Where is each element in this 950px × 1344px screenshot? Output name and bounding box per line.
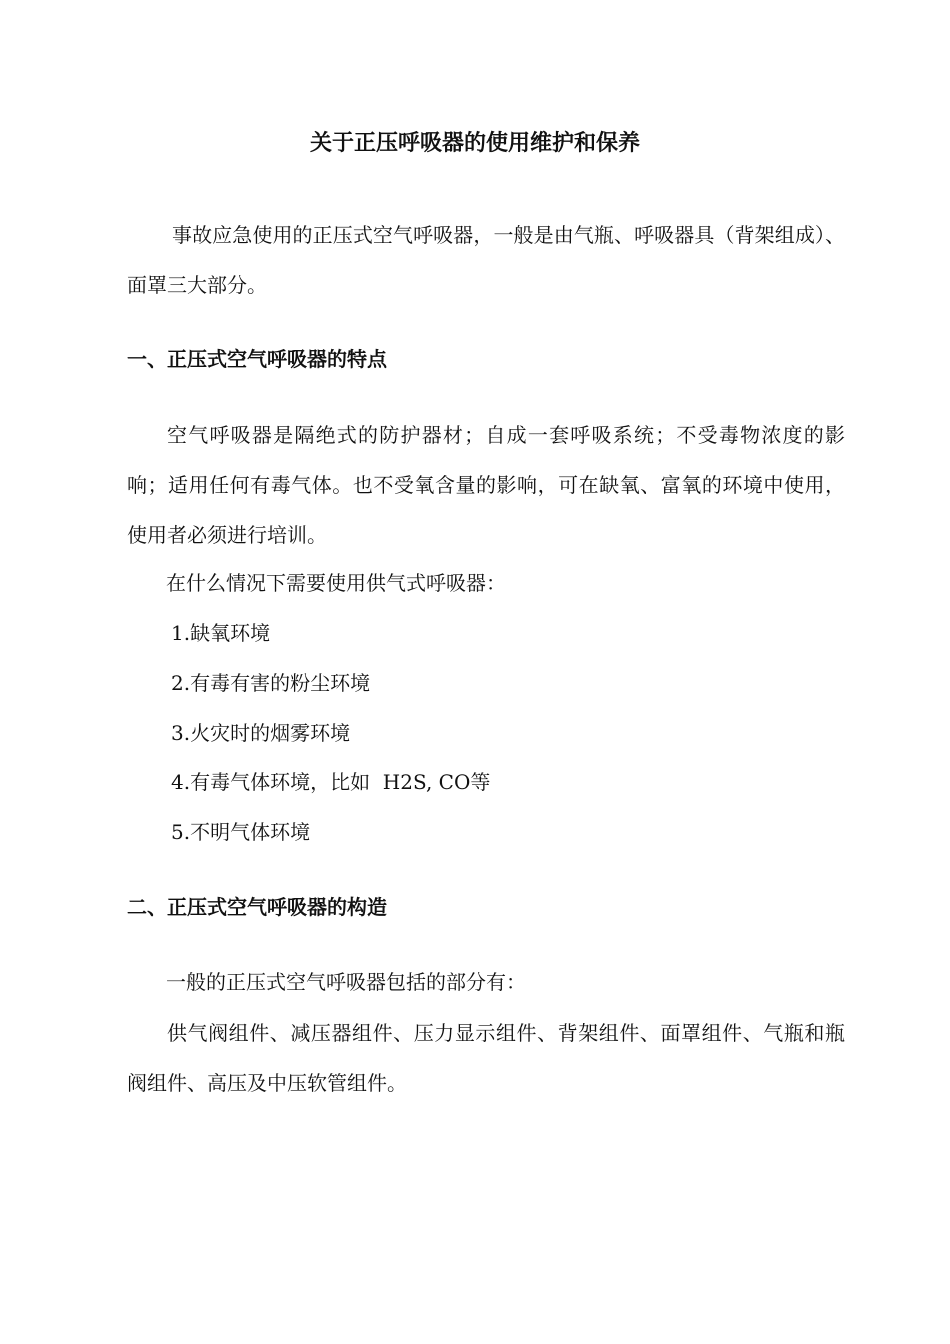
list-item: 5.不明气体环境 (171, 820, 311, 844)
document-title: 关于正压呼吸器的使用维护和保养 (309, 131, 640, 156)
section2-paragraph: 供气阀组件、减压器组件、压力显示组件、背架组件、面罩组件、气瓶和瓶阀组件、高压及中压软管组件。 (127, 1021, 845, 1095)
section2-lead: 一般的正压式空气呼吸器包括的部分有： (166, 970, 526, 994)
section2-heading: 二、正压式空气呼吸器的构造 (127, 895, 387, 919)
intro-paragraph: 事故应急使用的正压式空气呼吸器，一般是由气瓶、呼吸器具（背架组成）、面罩三大部分。 (127, 223, 845, 297)
section1-heading: 一、正压式空气呼吸器的特点 (127, 347, 387, 371)
list-item: 1.缺氧环境 (171, 621, 271, 645)
list-item: 2.有毒有害的粉尘环境 (171, 671, 371, 695)
list-intro: 在什么情况下需要使用供气式呼吸器： (166, 571, 506, 595)
section1-paragraph: 空气呼吸器是隔绝式的防护器材；自成一套呼吸系统；不受毒物浓度的影响；适用任何有毒气体。也不受氧含量的影响，可在缺氧、富氧的环境中使用，使用者必须进行培训。 (127, 423, 845, 547)
list-item: 4.有毒气体环境，比如 H2S, CO等 (171, 770, 491, 794)
list-item: 3.火灾时的烟雾环境 (171, 721, 351, 745)
